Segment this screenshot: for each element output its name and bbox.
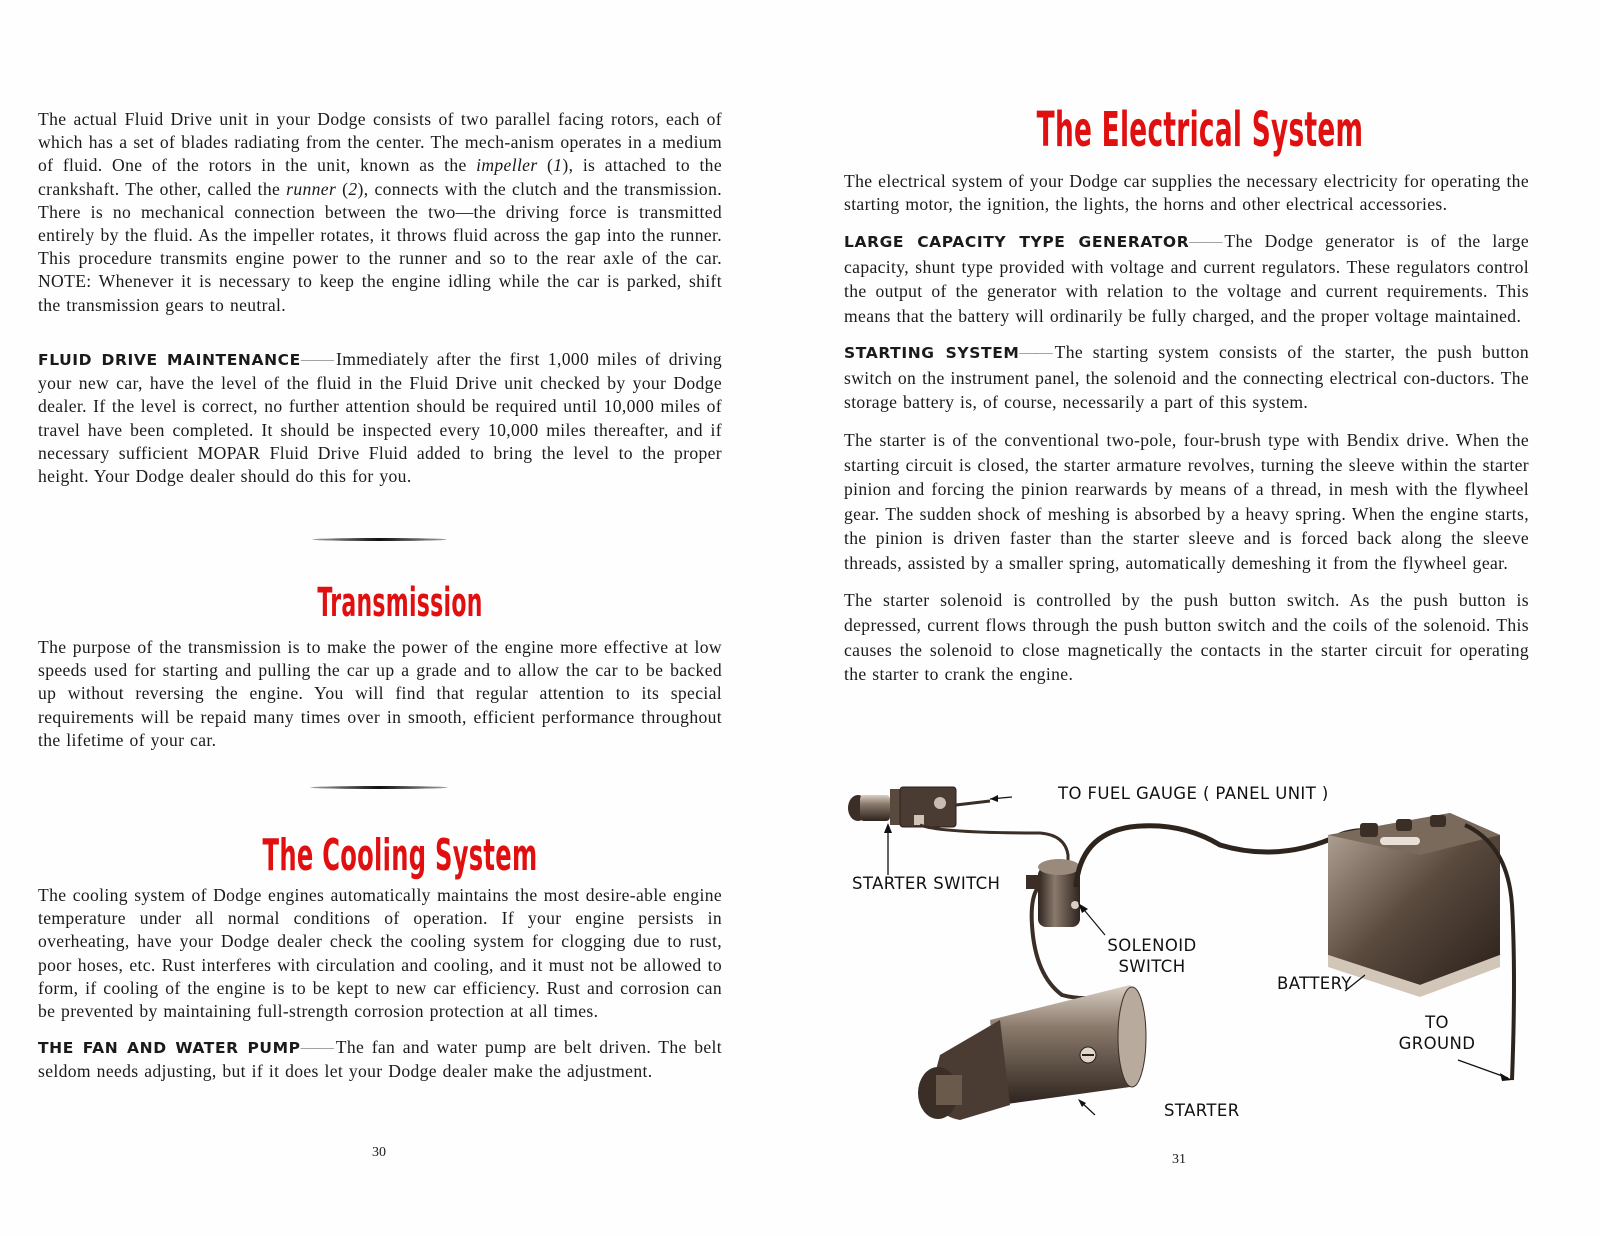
diagram-label-starter-switch: STARTER SWITCH [852,874,1001,893]
starting-system-paragraph: STARTING SYSTEM—— The starting system consists of the starter, the push button switch on the instrument panel, the solenoid and the connecting electrical con-ductors. The storage battery is, of course, necessarily a part of this system. [844,342,1529,413]
generator-paragraph: LARGE CAPACITY TYPE GENERATOR—— The Dodge generator is of the large capacity, shunt type provided with voltage and current regulators. These regulators control the output of the generator with relation to the voltage and current requirements. This means that the battery will ordinarily be fully charged, and the proper voltage maintained. [844,231,1529,326]
cooling-paragraph: The cooling system of Dodge engines automatically maintains the most desire-able engine temperature under all normal conditions of operation. If your engine persists in overheating, have your Dodge dealer check the cooling system for clogging due to rust, poor hoses, etc. Rust interferes with circulation and cooling, and it must not be allowed to form, if cooling of the engine is to be kept to new car efficiency. Rust and corrosion can be prevented by maintaining full-strength corrosion protection at all times. [38,885,722,1022]
fluid-drive-section [38,108,722,317]
page-number: 31 [1172,1152,1186,1167]
cooling-section [38,884,722,1084]
electrical-section [844,170,1529,687]
diagram-label-fuel-gauge: TO FUEL GAUGE ( PANEL UNIT ) [1058,784,1329,803]
run-in-heading: THE FAN AND WATER PUMP [38,1039,301,1058]
right-page [800,0,1600,1236]
starter-switch-icon [848,787,956,827]
starter-motor-icon [918,985,1146,1120]
fluid-drive-paragraph: The actual Fluid Drive unit in your Dodge consists of two parallel facing rotors, each of which has a set of blades radiating from the center. The mech-anism operates in a medium of fluid. One of the rotors in the unit, known as the impeller (1), is attached to the crankshaft. The other, called the runner (2), connects with the clutch and the transmission. There is no mechanical connection between the two—the driving force is transmitted entirely by the fluid. As the impeller rotates, it throws fluid across the gap into the runner. This procedure transmits engine power to the runner and so to the rear axle of the car. NOTE: Whenever it is necessary to keep the engine idling while the car is parked, shift the transmission gears to neutral. [38,109,722,315]
section-divider [312,538,447,541]
page-number: 30 [372,1145,386,1160]
battery-icon [1328,813,1500,997]
fluid-drive-maintenance-section [38,348,722,488]
section-title-transmission: Transmission [317,580,483,626]
run-in-heading: LARGE CAPACITY TYPE GENERATOR [844,233,1190,252]
starter-paragraph: The starter is of the conventional two-pole, four-brush type with Bendix drive. When the starting circuit is closed, the starter armature revolves, turning the sleeve within the starter pinion and forcing the pinion rearwards by means of a thread, in mesh with the flywheel gear. The sudden shock of meshing is absorbed by a heavy spring. When the engine starts, the pinion is driven faster than the starter sleeve and is forced back along the sleeve threads, assisted by a smaller spring, automatically demeshing it from the flywheel gear. [844,429,1529,573]
fan-water-pump-paragraph: THE FAN AND WATER PUMP—— The fan and water pump are belt driven. The belt seldom needs adjusting, but if it does let your Dodge dealer make the adjustment. [38,1037,722,1082]
starting-system-diagram [840,775,1540,1140]
section-title-cooling-system: The Cooling System [262,830,538,881]
transmission-section [38,636,722,752]
electrical-intro-paragraph: The electrical system of your Dodge car supplies the necessary electricity for operating the starting motor, the ignition, the lights, the horns and other electrical accessories. [844,171,1529,215]
fluid-drive-maintenance-paragraph: FLUID DRIVE MAINTENANCE—— Immediately after the first 1,000 miles of driving your new car, have the level of the fluid in the Fluid Drive unit checked by your Dodge dealer. If the level is correct, no further attention should be required until 10,000 miles of travel have been completed. It should be inspected every 10,000 miles thereafter, and if necessary sufficient MOPAR Fluid Drive Fluid added to bring the level to the proper height. Your Dodge dealer should do this for you. [38,349,722,487]
diagram-label-battery: BATTERY [1277,974,1352,993]
section-title-electrical-system: The Electrical System [1036,102,1364,158]
diagram-label-solenoid-switch: SOLENOID SWITCH [1107,936,1197,976]
diagram-label-to-ground: TO GROUND [1398,1013,1476,1053]
run-in-heading: FLUID DRIVE MAINTENANCE [38,351,301,369]
diagram-label-starter: STARTER [1164,1101,1240,1120]
solenoid-paragraph: The starter solenoid is controlled by the push button switch. As the push button is depressed, current flows through the push button switch and the coils of the solenoid. This causes the solenoid to close magnetically the contacts in the starter circuit for operating the starter to crank the engine. [844,590,1529,685]
section-divider [310,786,448,789]
run-in-heading: STARTING SYSTEM [844,344,1020,363]
transmission-paragraph: The purpose of the transmission is to make the power of the engine more effective at low speeds used for starting and pulling the car up a grade and to allow the car to be backed up without reversing the engine. You will find that regular attention to its special requirements will be repaid many times over in smooth, efficient performance throughout the lifetime of your car. [38,637,722,750]
